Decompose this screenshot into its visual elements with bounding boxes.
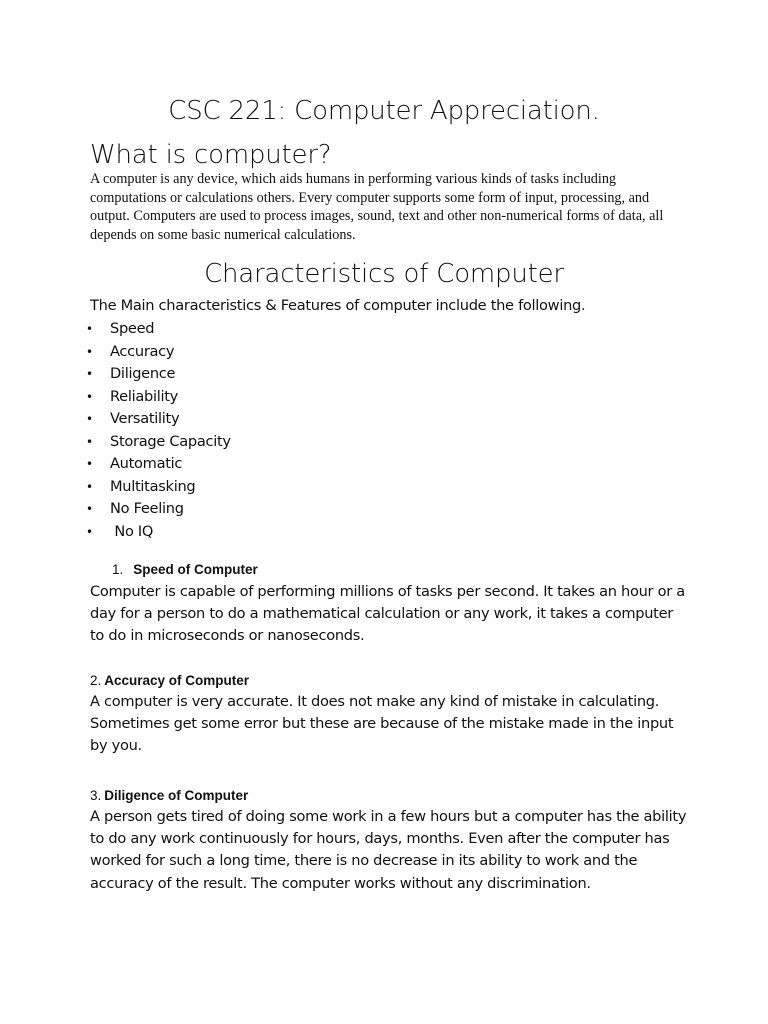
list-item-label: No IQ (110, 522, 154, 540)
bullet-icon: • (86, 434, 93, 449)
bullet-icon: • (86, 412, 93, 426)
characteristics-heading: Characteristics of Computer (204, 259, 564, 289)
accuracy-section-body: A computer is very accurate. It does not make any kind of mistake in calculating. Sometimes get some error but these are because of the mistake made in the input by you. (90, 693, 674, 755)
diligence-section-heading (90, 788, 248, 803)
diligence-section-body: A person gets tired of doing some work in a few hours but a computer has the ability to do any work continuously for hours, days, months. Even after the computer has worked for such a long time, there is no decrease in its ability to work and the accuracy of the result. The computer works without any discrimination. (90, 808, 687, 892)
list-item (86, 341, 231, 364)
list-item-label: Storage Capacity (110, 432, 231, 450)
what-is-computer-paragraph: A computer is any device, which aids humans in performing various kinds of tasks including computations or calculations others. Every computer supports some form of input, processing, and output. Computers are used to process images, sound, text and other non-numerical forms of data, all depends on some basic numerical calculations. (90, 171, 664, 243)
list-item (86, 431, 231, 454)
bullet-icon: • (86, 502, 93, 516)
list-item (86, 363, 231, 386)
list-item (86, 498, 231, 521)
section-number: 3. (90, 788, 102, 803)
list-item (86, 521, 231, 544)
section-number: 2. (90, 673, 102, 688)
speed-section-body: Computer is capable of performing millions of tasks per second. It takes an hour or a day for a person to do a mathematical calculation or any work, it takes a computer to do in microseconds or nanoseconds. (90, 583, 685, 645)
list-item (86, 476, 231, 499)
list-item (86, 453, 231, 476)
section-title: Accuracy of Computer (104, 673, 250, 688)
list-item-label: Diligence (110, 365, 176, 382)
document-title: CSC 221: Computer Appreciation. (168, 96, 600, 126)
what-is-computer-heading: What is computer? (90, 140, 332, 170)
bullet-icon: • (86, 344, 93, 359)
list-item-label: Speed (110, 320, 155, 337)
section-title: Speed of Computer (133, 562, 258, 577)
speed-section-heading (112, 562, 258, 577)
section-number: 1. (112, 562, 124, 577)
bullet-icon: • (86, 389, 93, 404)
list-item-label: Reliability (110, 387, 179, 405)
list-item-label: Automatic (110, 455, 183, 472)
bullet-icon: • (86, 479, 93, 494)
list-item (86, 386, 231, 409)
bullet-icon: • (86, 457, 93, 471)
characteristics-list (86, 318, 231, 543)
list-item (86, 318, 231, 341)
bullet-icon: • (86, 322, 93, 336)
bullet-icon: • (86, 367, 93, 381)
list-item-label: Accuracy (110, 342, 175, 360)
list-item (86, 408, 231, 431)
list-item-label: Versatility (110, 410, 180, 427)
list-item-label: Multitasking (110, 477, 196, 495)
characteristics-intro: The Main characteristics & Features of computer include the following. (90, 297, 586, 314)
accuracy-section-heading (90, 673, 249, 688)
bullet-icon: • (86, 524, 93, 539)
list-item-label: No Feeling (110, 500, 184, 517)
section-title: Diligence of Computer (104, 788, 249, 803)
